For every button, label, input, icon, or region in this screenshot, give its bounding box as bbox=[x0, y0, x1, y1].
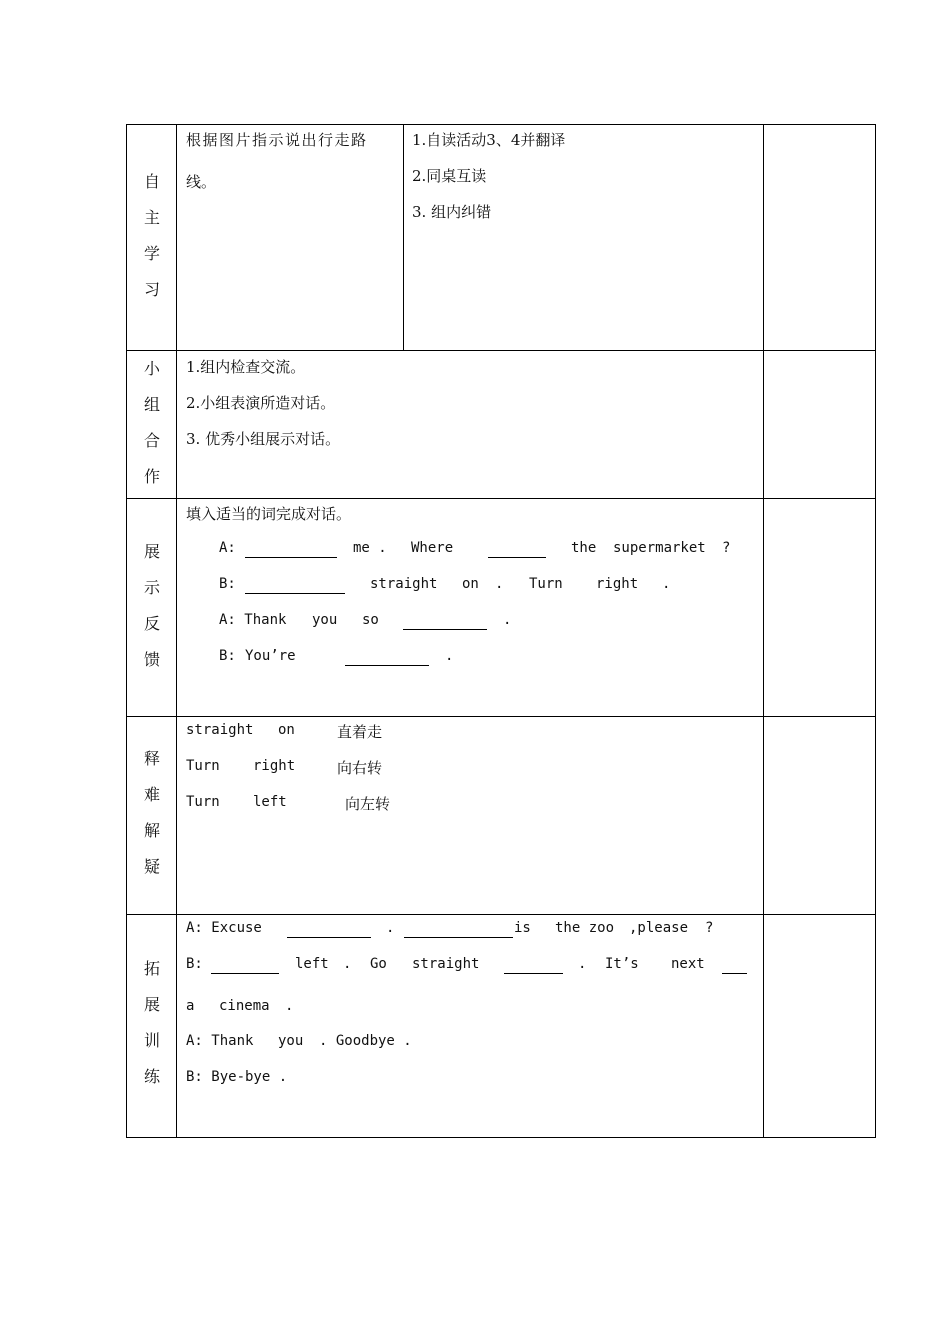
step-line: 1.自读活动3、4并翻译 bbox=[412, 131, 566, 149]
phrase-meaning: 向左转 bbox=[345, 795, 391, 813]
dialogue-text: . bbox=[445, 648, 454, 664]
phrase-meaning: 向右转 bbox=[337, 759, 383, 777]
dialogue-text: ? bbox=[722, 540, 731, 556]
answer-blank[interactable] bbox=[245, 557, 337, 558]
dialogue-text: you bbox=[312, 612, 338, 628]
dialogue-text: so bbox=[362, 612, 379, 628]
phrase-word: left bbox=[253, 794, 287, 810]
row-label bbox=[127, 125, 177, 350]
dialogue-text: A: Thank bbox=[186, 1033, 254, 1049]
dialogue-text: cinema bbox=[219, 998, 270, 1014]
dialogue-text: . bbox=[503, 612, 512, 628]
dialogue-text: Where bbox=[411, 540, 454, 556]
answer-blank[interactable] bbox=[211, 973, 279, 974]
answer-blank[interactable] bbox=[504, 973, 563, 974]
label-char: 展 bbox=[143, 542, 160, 561]
row-extension bbox=[127, 914, 875, 1137]
task-text: 线。 bbox=[186, 173, 217, 191]
step-line: 3. 组内纠错 bbox=[412, 203, 492, 221]
label-char: 解 bbox=[143, 821, 160, 840]
step-line: 2.小组表演所造对话。 bbox=[186, 394, 336, 412]
phrase-word: Turn bbox=[186, 794, 220, 810]
dialogue-text: B: Bye-bye . bbox=[186, 1069, 288, 1085]
phrase-word: right bbox=[253, 758, 296, 774]
label-char: 训 bbox=[143, 1031, 160, 1050]
label-char: 主 bbox=[143, 208, 160, 227]
label-char: 释 bbox=[143, 749, 160, 768]
label-char: 学 bbox=[143, 244, 160, 263]
dialogue-text: you bbox=[278, 1033, 304, 1049]
task-text: 根据图片指示说出行走路 bbox=[186, 131, 368, 149]
label-char: 难 bbox=[143, 785, 160, 804]
dialogue-text: . bbox=[285, 998, 294, 1014]
label-char: 示 bbox=[143, 578, 160, 597]
row-label bbox=[127, 915, 177, 1137]
answer-blank[interactable] bbox=[488, 557, 546, 558]
row-explain bbox=[127, 716, 875, 914]
label-char: 反 bbox=[143, 614, 160, 633]
dialogue-text: B: bbox=[186, 956, 203, 972]
dialogue-text: the bbox=[571, 540, 597, 556]
dialogue-text: . bbox=[578, 956, 587, 972]
dialogue-text: . bbox=[662, 576, 671, 592]
dialogue-text: me . bbox=[353, 540, 387, 556]
notes-cell bbox=[763, 717, 875, 914]
row-label bbox=[127, 351, 177, 498]
label-char: 组 bbox=[143, 395, 160, 414]
step-line: 3. 优秀小组展示对话。 bbox=[186, 430, 341, 448]
answer-blank[interactable] bbox=[403, 629, 487, 630]
dialogue-text: ,please bbox=[629, 920, 689, 936]
notes-cell bbox=[763, 125, 875, 350]
notes-cell bbox=[763, 351, 875, 498]
dialogue-text: . bbox=[386, 920, 395, 936]
label-char: 习 bbox=[143, 280, 160, 299]
answer-blank[interactable] bbox=[287, 937, 371, 938]
dialogue-text: You’re bbox=[245, 648, 296, 664]
dialogue-text: left bbox=[295, 956, 329, 972]
phrase-word: straight bbox=[186, 722, 254, 738]
answer-blank[interactable] bbox=[404, 937, 513, 938]
answer-blank[interactable] bbox=[245, 593, 345, 594]
row-show-feedback bbox=[127, 498, 875, 716]
dialogue-text: Turn bbox=[529, 576, 563, 592]
dialogue-text: . bbox=[343, 956, 352, 972]
row-label bbox=[127, 499, 177, 716]
label-char: 练 bbox=[143, 1067, 160, 1086]
step-line: 2.同桌互读 bbox=[412, 167, 487, 185]
dialogue-text: . Goodbye . bbox=[319, 1033, 412, 1049]
notes-cell bbox=[763, 499, 875, 716]
row-group-work bbox=[127, 350, 875, 498]
dialogue-text: is bbox=[514, 920, 531, 936]
notes-cell bbox=[763, 915, 875, 1137]
dialogue-text: Go bbox=[370, 956, 387, 972]
dialogue-text: B: bbox=[219, 648, 236, 664]
label-char: 自 bbox=[143, 172, 160, 191]
label-char: 展 bbox=[143, 995, 160, 1014]
label-char: 合 bbox=[143, 431, 160, 450]
phrase-word: on bbox=[278, 722, 295, 738]
label-char: 拓 bbox=[143, 959, 160, 978]
dialogue-text: the zoo bbox=[555, 920, 615, 936]
dialogue-text: A: Excuse bbox=[186, 920, 262, 936]
dialogue-text: right bbox=[596, 576, 639, 592]
dialogue-text: supermarket bbox=[613, 540, 706, 556]
label-char: 作 bbox=[143, 467, 160, 486]
phrase-word: Turn bbox=[186, 758, 220, 774]
dialogue-text: A: Thank bbox=[219, 612, 287, 628]
dialogue-text: . bbox=[495, 576, 504, 592]
dialogue-text: on bbox=[462, 576, 479, 592]
row-self-study bbox=[127, 125, 875, 350]
dialogue-text: It’s bbox=[605, 956, 639, 972]
label-char: 疑 bbox=[143, 857, 160, 876]
dialogue-text: A: bbox=[219, 540, 236, 556]
dialogue-text: a bbox=[186, 998, 195, 1014]
row-label bbox=[127, 717, 177, 914]
step-line: 1.组内检查交流。 bbox=[186, 358, 306, 376]
column-divider bbox=[403, 125, 404, 350]
answer-blank[interactable] bbox=[722, 973, 747, 974]
answer-blank[interactable] bbox=[345, 665, 429, 666]
label-char: 小 bbox=[143, 359, 160, 378]
dialogue-text: ? bbox=[705, 920, 714, 936]
dialogue-text: B: bbox=[219, 576, 236, 592]
dialogue-text: next bbox=[671, 956, 705, 972]
dialogue-text: straight bbox=[412, 956, 480, 972]
dialogue-text: straight bbox=[370, 576, 438, 592]
label-char: 馈 bbox=[143, 650, 160, 669]
phrase-meaning: 直着走 bbox=[337, 723, 383, 741]
exercise-instruction: 填入适当的词完成对话。 bbox=[186, 505, 352, 523]
lesson-table bbox=[126, 124, 876, 1138]
